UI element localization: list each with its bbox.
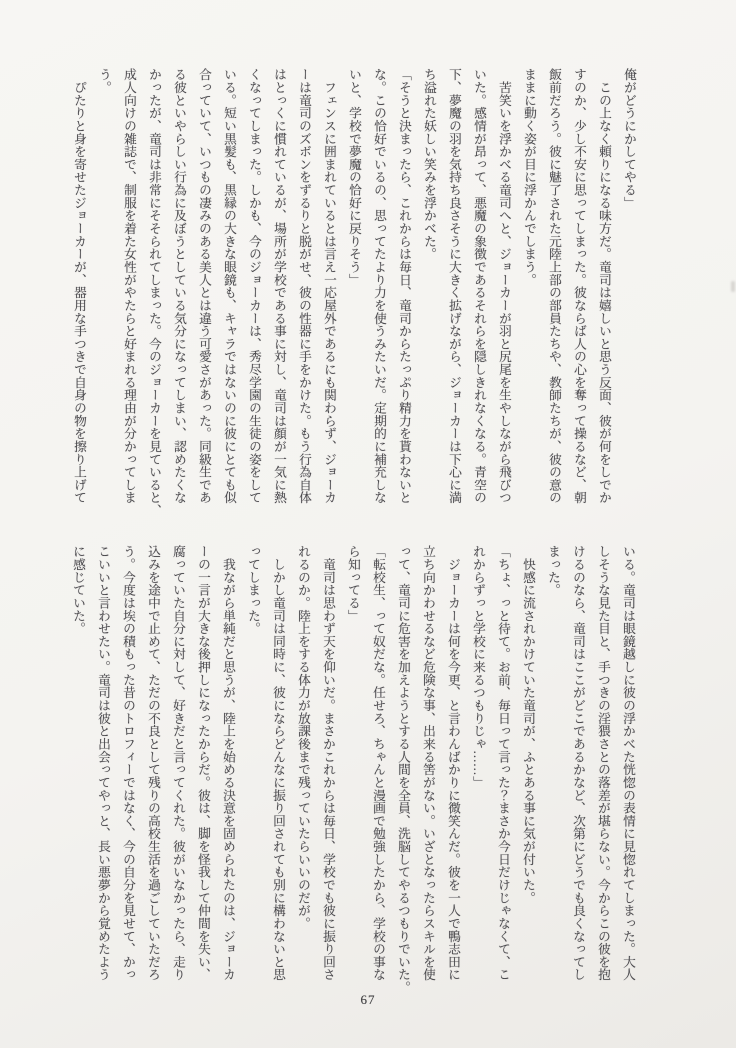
text-line: ってしまった。 — [246, 545, 260, 635]
text-line: ち溢れた妖しい笑みを浮かべた。 — [422, 68, 436, 261]
scan-artifact-mark — [731, 281, 735, 292]
text-line: 竜司は思わず天を仰いだ。まさかこれからは毎日、学校でも彼に振り回さ — [321, 545, 335, 981]
text-line: 込みを途中で止めて、ただの不良として残りの高校生活を過ごしていただろ — [146, 545, 160, 981]
text-line: れからずっと学校に来るつもりじゃ……」 — [471, 545, 485, 789]
text-line: う。今度は埃の積もった昔のトロフィーではなく、今の自分を見せて、かっ — [121, 545, 135, 981]
text-line: 成人向けの雑誌で、制服を着た女性がやたらと好まれる理由が分かってしま — [122, 68, 136, 504]
text-line: 苦笑いを浮かべる竜司へと、ジョーカーが羽と尻尾を生やしながら飛びつ — [497, 68, 511, 504]
text-line: しそうな見た目と、手つきの淫猥さとの落差が堪らない。今からこの彼を抱 — [596, 545, 610, 981]
text-line: 我ながら単純だと思うが、陸上を始める決意を固められたのは、ジョーカ — [221, 545, 235, 981]
text-line: こいいと言わせたい。竜司は彼と出会ってやっと、長い悪夢から覚めたよう — [96, 545, 110, 981]
text-line: ーの一言が大きな後押しになったからだ。彼は、脚を怪我して仲間を失い、 — [196, 545, 210, 981]
text-line: 合っていて、いつもの凄みのある美人とは違う可愛さがあった。同級生であ — [197, 68, 211, 504]
text-line: フェンスに囲まれているとは言え一応屋外であるにも関わらず、ジョーカ — [322, 68, 336, 504]
text-line: かったが、竜司は非常にそそられてしまった。今のジョーカーを見ていると、 — [147, 68, 161, 517]
text-line: ジョーカーは何を今更、と言わんばかりに微笑んだ。彼を一人で鴨志田に — [446, 545, 460, 981]
text-line: に感じていた。 — [71, 545, 85, 635]
text-line: まった。 — [546, 545, 560, 597]
text-line: な。この恰好でいるの、思ってたより力を使うみたいだ。定期的に補充しな — [372, 68, 386, 504]
text-line: れるのか。陸上をする体力が放課後まで残っていたらいいのだが。 — [296, 545, 310, 930]
text-line: この上なく頼りになる味方だ。竜司は嬉しいと思う反面、彼が何をしでか — [597, 68, 611, 504]
text-line: くなってしまった。しかも、今のジョーカーは、秀尽学園の生徒の姿をして — [247, 68, 261, 504]
text-line: 飯前だろう。彼に魅了された元陸上部の部員たちや、教師たちが、彼の意の — [547, 68, 561, 504]
text-line: 下、夢魔の羽を気持ち良さそうに大きく拡げながら、ジョーカーは下心に満 — [447, 68, 461, 504]
text-line: 「そうと決まったら、これからは毎日、竜司からたっぷり精力を貰わないと — [397, 68, 411, 504]
text-line: 俺がどうにかしてやる」 — [622, 68, 636, 210]
text-line: 快感に流されかけていた竜司が、ふとある事に気が付いた。 — [521, 545, 535, 904]
text-line: 「ちょ、っと待て。お前、毎日って言った？まさか今日だけじゃなくて、こ — [496, 545, 510, 981]
text-line: はとっくに慣れているが、場所が学校である事に対し、竜司は顔が一気に熱 — [272, 68, 286, 504]
upper-text-block — [66, 68, 641, 517]
text-line: ぴたりと身を寄せたジョーカーが、器用な手つきで自身の物を擦り上げて — [72, 68, 86, 504]
text-line: いる。竜司は眼鏡越しに彼の浮かべた恍惚の表情に見惚れてしまった。大人 — [621, 545, 635, 981]
text-line: ら知ってる」 — [346, 545, 360, 622]
text-line: って、竜司に危害を加えようとする人間を全員、洗脳してやるつもりでいた。 — [396, 545, 410, 994]
text-line: 「転校生、って奴だな。任せろ、ちゃんと漫画で勉強したから、学校の事な — [371, 545, 385, 981]
text-line: る彼といやらしい行為に及ぼうとしている気分になってしまい、認めたくな — [172, 68, 186, 504]
lower-text-block — [65, 545, 640, 994]
text-line: いと、学校で夢魔の恰好に戻りそう」 — [347, 68, 361, 286]
text-line: けるのなら、竜司はここがどこであるかなど、次第にどうでも良くなってし — [571, 545, 585, 981]
text-line: ーは竜司のズボンをずるりと脱がせ、彼の性器に手をかけた。もう行為自体 — [297, 68, 311, 504]
text-line: ままに動く姿が目に浮かんでしまう。 — [522, 68, 536, 286]
text-line: しかし竜司は同時に、彼にならどんなに振り回されても別に構わないと思 — [271, 545, 285, 981]
page-number: 67 — [360, 992, 376, 1007]
text-line: すのか、少し不安に思ってしまった。彼ならば人の心を奪って操るなど、朝 — [572, 68, 586, 504]
text-line: 腐っていた自分に対して、好きだと言ってくれた。彼がいなかったら、走り — [171, 545, 185, 981]
text-line: 立ち向かわせるなど危険な事、出来る筈がない。いざとなったらスキルを使 — [421, 545, 435, 981]
text-line: う。 — [97, 68, 111, 94]
text-line: いる。短い黒髪も、黒縁の大きな眼鏡も、キャラではないのに彼にとても似 — [222, 68, 236, 504]
text-line: いた。感情が昂って、悪魔の象徴であるそれらを隠しきれなくなる。青空の — [472, 68, 486, 504]
